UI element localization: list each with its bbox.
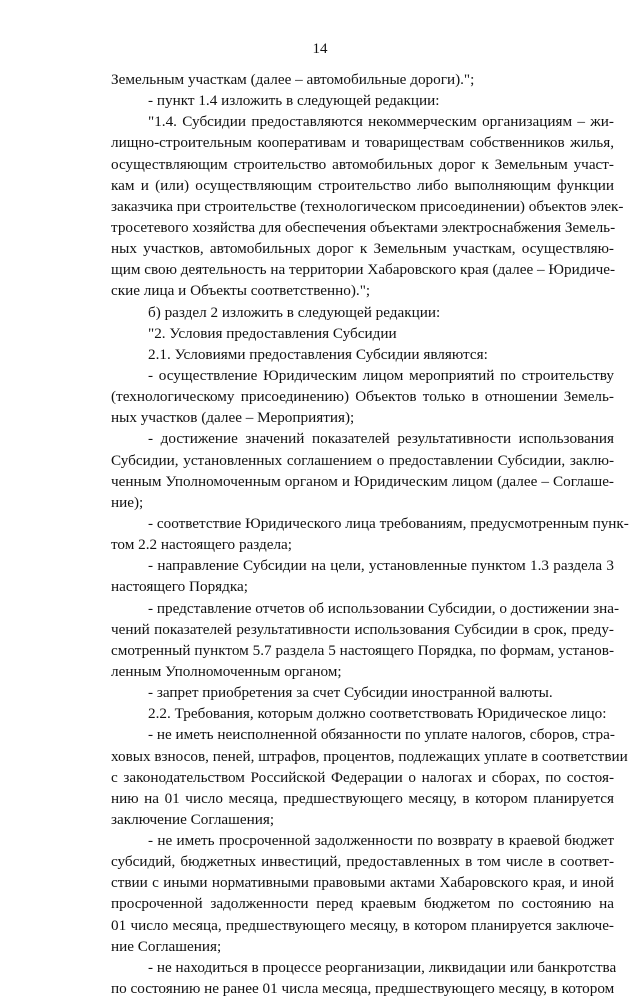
text-line: ных участков (далее – Мероприятия); [111,409,355,427]
text-line: б) раздел 2 изложить в следующей редакции: [148,303,441,321]
text-line: осуществляющим строительство автомобильных дорог к Земельным участ- [111,155,614,173]
text-line: чений показателей результативности использования Субсидии в срок, преду- [111,620,614,638]
text-line: - направление Субсидии на цели, установленные пунктом 1.3 раздела 3 [148,557,614,575]
text-line: 2.1. Условиями предоставления Субсидии являются: [148,345,488,363]
text-line: кам и (или) осуществляющим строительство либо выполняющим функции [111,176,614,194]
text-line: - не находиться в процессе реорганизации, ликвидации или банкротства [148,958,617,976]
text-line: том 2.2 настоящего раздела; [111,536,293,554]
text-line: ние); [111,493,144,511]
text-line: с законодательством Российской Федерации о налогах и сборах, по состоя- [111,768,614,786]
text-line: ние Соглашения; [111,937,222,955]
text-line: - запрет приобретения за счет Субсидии иностранной валюты. [148,684,553,702]
text-line: 2.2. Требования, которым должно соответствовать Юридическое лицо: [148,705,607,723]
text-line: - не иметь просроченной задолженности по возврату в краевой бюджет [148,832,614,850]
text-line: ховых взносов, пеней, штрафов, процентов, подлежащих уплате в соответствии [111,747,628,765]
text-line: нию на 01 число месяца, предшествующего месяцу, в котором планируется [111,789,614,807]
text-line: ченным Уполномоченным органом и Юридическим лицом (далее – Соглаше- [111,472,614,490]
text-line: "2. Условия предоставления Субсидии [148,324,397,342]
text-line: настоящего Порядка; [111,578,248,596]
text-line: ленным Уполномоченным органом; [111,662,342,680]
text-line: Субсидии, установленных соглашением о предоставлении Субсидии, заклю- [111,451,614,469]
text-line: заказчика при строительстве (технологическом присоединении) объектов элек- [111,197,624,215]
text-line: по состоянию не ранее 01 числа месяца, предшествующего месяцу, в котором [111,980,615,998]
text-line: заключение Соглашения; [111,810,275,828]
text-line: - соответствие Юридического лица требованиям, предусмотренным пунк- [148,514,629,532]
text-line: - достижение значений показателей результативности использования [148,430,614,448]
text-line: ствии с иными нормативными правовыми актами Хабаровского края, и иной [111,874,614,892]
text-line: "1.4. Субсидии предоставляются некоммерческим организациям – жи- [148,113,614,131]
document-body [111,69,629,999]
text-line: - представление отчетов об использовании Субсидии, о достижении зна- [148,599,620,617]
text-line: субсидий, бюджетных инвестиций, предоставленных в том числе в соответ- [111,853,614,871]
text-line: ных участков, автомобильных дорог к Земельным участкам, осуществляю- [111,240,614,258]
text-line: - не иметь неисполненной обязанности по уплате налогов, сборов, стра- [148,726,615,744]
text-line: щим свою деятельность на территории Хабаровского края (далее – Юридиче- [111,261,616,279]
page-number: 14 [312,41,328,57]
text-line: ские лица и Объекты соответственно)."; [111,282,371,300]
text-line: Земельным участкам (далее – автомобильные дороги)."; [111,71,475,88]
text-line: (технологическому присоединению) Объектов только в отношении Земель- [111,388,614,406]
text-line: смотренный пунктом 5.7 раздела 5 настоящего Порядка, по формам, установ- [111,641,614,659]
text-line: просроченной задолженности перед краевым бюджетом по состоянию на [111,895,614,913]
text-line: - осуществление Юридическим лицом мероприятий по строительству [148,366,614,384]
text-line: - пункт 1.4 изложить в следующей редакции: [148,92,440,110]
text-line: лищно-строительным кооперативам и товариществам собственников жилья, [111,134,614,152]
text-line: 01 число месяца, предшествующего месяцу, в котором планируется заключе- [111,916,614,934]
text-line: тросетевого хозяйства для обеспечения объектами электроснабжения Земель- [111,218,616,236]
